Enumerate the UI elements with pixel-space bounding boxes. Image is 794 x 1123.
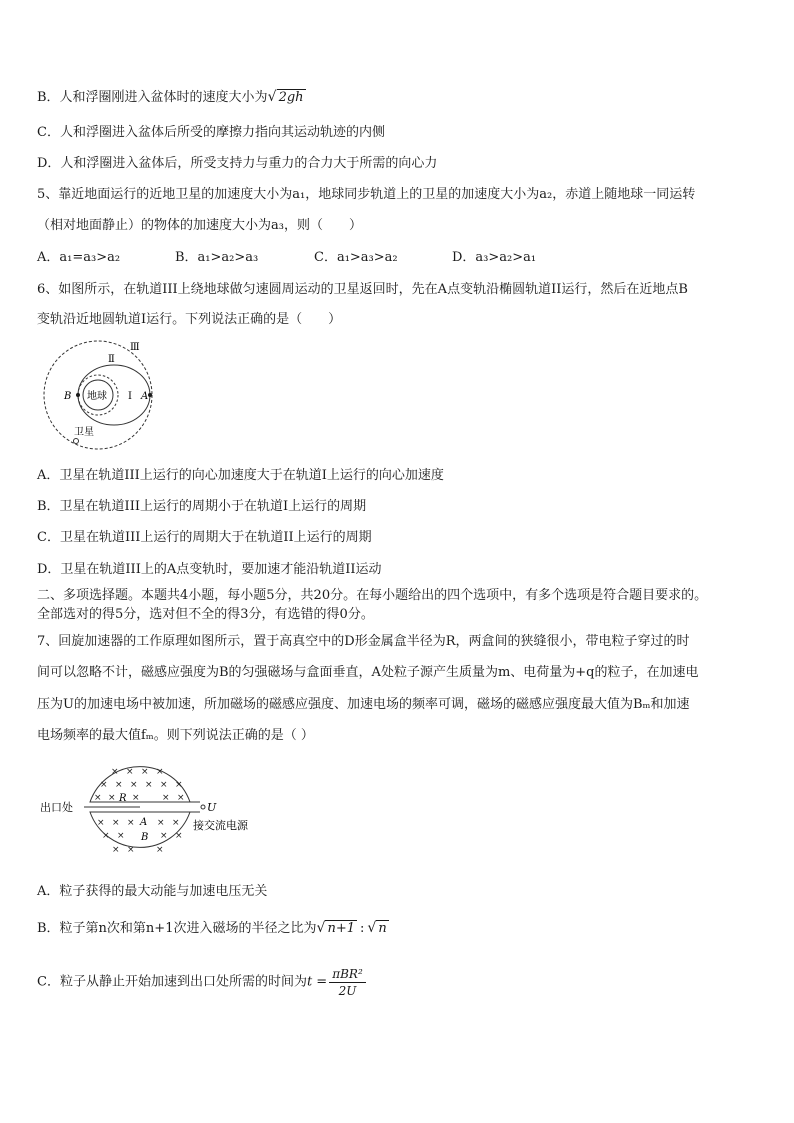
cross-mark: ×	[175, 831, 183, 841]
cross-mark: ×	[132, 793, 140, 803]
q7-stem-line1: 7、回旋加速器的工作原理如图所示，置于高真空中的D形金属盒半径为R，两盒间的狭缝很小，带电粒子穿过的时	[37, 634, 690, 649]
cross-mark: ×	[157, 818, 165, 828]
q7-option-b-text: B．粒子第n次和第n+1次进入磁场的半径之比为	[37, 921, 317, 936]
label-III: Ⅲ	[130, 342, 140, 353]
q6-stem-line1: 6、如图所示，在轨道III上绕地球做匀速圆周运动的卫星返回时，先在A点变轨沿椭圆轨道II运行，然后在近地点B	[37, 282, 688, 297]
q7-option-c-text: C．粒子从静止开始加速到出口处所需的时间为	[37, 974, 307, 990]
cross-mark: ×	[112, 818, 120, 828]
label-A: A	[140, 817, 148, 828]
label-I: I	[128, 391, 132, 402]
sqrt-2gh: √ 2gh	[267, 89, 304, 105]
cross-mark: ×	[156, 767, 164, 777]
q7-stem-line2: 间可以忽略不计，磁感应强度为B的匀强磁场与盒面垂直，A处粒子源产生质量为m、电荷量为+q的粒子，在加速电	[37, 665, 699, 680]
cross-mark: ×	[94, 793, 102, 803]
cross-mark: ×	[108, 793, 116, 803]
label-ac-source: 接交流电源	[193, 819, 248, 832]
cross-mark: ×	[127, 818, 135, 828]
cross-mark: ×	[97, 818, 105, 828]
cross-mark: ×	[102, 831, 110, 841]
cross-mark: ×	[160, 780, 168, 790]
label-earth: 地球	[87, 391, 107, 402]
q7-option-c	[37, 966, 366, 999]
section2-line2: 全部选对的得5分，选对但不全的得3分，有选错的得0分。	[37, 607, 374, 622]
label-R: R	[119, 793, 127, 804]
label-B: B	[64, 391, 72, 402]
q7-option-a: A．粒子获得的最大动能与加速电压无关	[37, 884, 268, 899]
section2-line1: 二、多项选择题。本题共4小题，每小题5分，共20分。在每小题给出的四个选项中，有多个选项是符合题目要求的。	[37, 588, 708, 603]
q5-option-c: C．a₁>a₃>a₂	[314, 250, 398, 265]
q5-option-b: B．a₁>a₂>a₃	[175, 250, 259, 265]
label-exit: 出口处	[40, 801, 73, 814]
time-fraction: $\frac{\text{πBR²}}{2U}$	[329, 966, 366, 999]
terminal-u	[201, 805, 205, 809]
time-symbol: t =	[306, 974, 328, 990]
q5-stem-line1: 5、靠近地面运行的近地卫星的加速度大小为a₁，地球同步轨道上的卫星的加速度大小为a₂，赤道上随地球一同运转	[37, 187, 696, 202]
cyclotron-diagram	[40, 755, 280, 867]
cross-mark: ×	[160, 831, 168, 841]
cross-mark: ×	[175, 780, 183, 790]
cross-mark: ×	[111, 767, 119, 777]
q6-option-c: C．卫星在轨道III上运行的周期大于在轨道II上运行的周期	[37, 530, 372, 545]
ratio-colon: :	[360, 921, 365, 936]
q5-stem-line2: （相对地面静止）的物体的加速度大小为a₃，则（ ）	[37, 218, 362, 233]
q5-option-d: D．a₃>a₂>a₁	[452, 250, 537, 265]
cross-mark: ×	[126, 767, 134, 777]
q7-stem-line3: 压为U的加速电场中被加速，所加磁场的磁感应强度、加速电场的频率可调，磁场的磁感应强度最大值为Bₘ和加速	[37, 697, 690, 712]
label-satellite: 卫星	[74, 427, 94, 438]
cross-mark: ×	[117, 831, 125, 841]
point-B	[76, 393, 80, 397]
label-II: Ⅱ	[108, 354, 115, 365]
cross-mark: ×	[130, 780, 138, 790]
label-B: B	[141, 832, 149, 843]
q4-option-d: D．人和浮圈进入盆体后，所受支持力与重力的合力大于所需的向心力	[37, 156, 438, 171]
q5-option-a: A．a₁=a₃>a₂	[37, 250, 121, 265]
q7-stem-line4: 电场频率的最大值fₘ。则下列说法正确的是（ ）	[37, 728, 314, 743]
cross-mark: ×	[141, 767, 149, 777]
sqrt-n: √ n	[367, 920, 387, 936]
q6-stem-line2: 变轨沿近地圆轨道I运行。下列说法正确的是（ ）	[37, 312, 342, 327]
q6-option-b: B．卫星在轨道III上运行的周期小于在轨道I上运行的周期	[37, 499, 367, 514]
satellite	[74, 439, 79, 444]
cross-mark: ×	[100, 780, 108, 790]
q4-option-c: C．人和浮圈进入盆体后所受的摩擦力指向其运动轨迹的内侧	[37, 125, 385, 140]
cross-mark: ×	[156, 845, 164, 855]
label-A: A	[141, 391, 149, 402]
q4-option-b	[37, 90, 306, 106]
label-U: U	[207, 801, 217, 814]
q7-option-b	[37, 921, 389, 937]
q4-option-b-text: B．人和浮圈刚进入盆体时的速度大小为	[37, 90, 268, 105]
cross-mark: ×	[162, 793, 170, 803]
cross-mark: ×	[112, 845, 120, 855]
cross-mark: ×	[115, 780, 123, 790]
q6-option-d: D．卫星在轨道III上的A点变轨时，要加速才能沿轨道II运动	[37, 562, 382, 577]
cross-mark: ×	[172, 818, 180, 828]
cross-mark: ×	[177, 793, 185, 803]
cross-mark: ×	[127, 845, 135, 855]
point-A	[148, 393, 152, 397]
sqrt-n-plus-1: √ n+1	[316, 920, 356, 936]
cross-mark: ×	[145, 780, 153, 790]
orbit-diagram	[40, 338, 170, 450]
q6-option-a: A．卫星在轨道III上运行的向心加速度大于在轨道I上运行的向心加速度	[37, 468, 444, 483]
